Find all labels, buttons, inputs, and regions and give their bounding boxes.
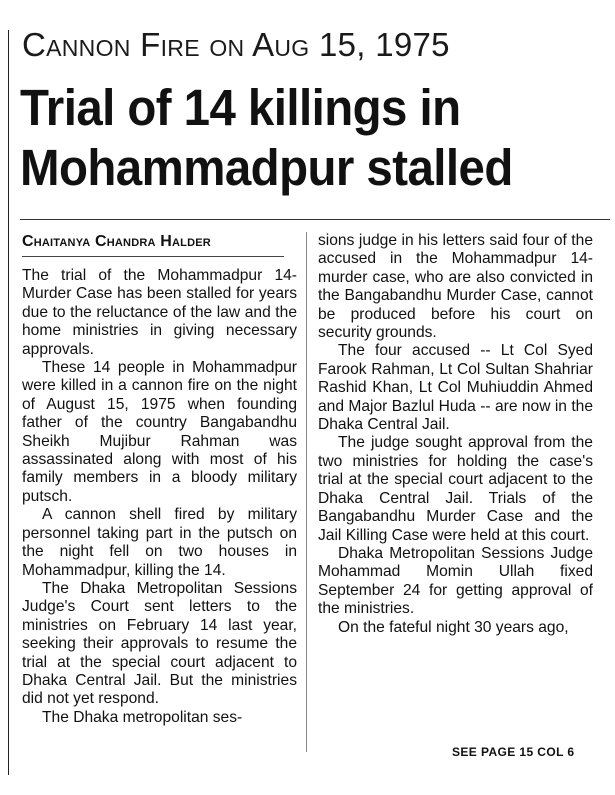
left-margin-rule — [8, 30, 9, 775]
paragraph: The Dhaka metropolitan ses- — [42, 708, 243, 726]
paragraph: sions judge in his letters said four of the accused in the Mohammadpur 14-murder case, who are also convicted in the Bangabandhu Murder Case, cannot be produced before his court on security grounds. — [318, 232, 593, 342]
paragraph: The trial of the Mohammadpur 14-Murder Case has been stalled for years due to the reluctance of the law and the home ministries in giving necessary approvals. — [22, 267, 297, 358]
column-divider — [306, 232, 307, 752]
headline-rule — [20, 219, 610, 220]
article-column-2 — [318, 232, 593, 637]
paragraph: Dhaka Metropolitan Sessions Judge Mohammad Momin Ullah fixed September 24 for getting approval of the ministries. — [318, 544, 593, 618]
paragraph: These 14 people in Mohammadpur were killed in a cannon fire on the night of August 15, 1975 when founding father of the country Bangabandhu Sheikh Mujibur Rahman was assassinated along with most of his family members in a bloody military putsch. — [22, 359, 297, 505]
continuation-note: SEE PAGE 15 COL 6 — [452, 745, 575, 759]
byline: Chaitanya Chandra Halder — [22, 233, 211, 250]
article-column-1 — [22, 232, 297, 727]
paragraph: The Dhaka Metropolitan Sessions Judge's Court sent letters to the ministries on February 14 last year, seeking their approvals to resume the trial at the special court adjacent to Dhaka Central Jail. But the ministries did not yet respond. — [22, 579, 297, 708]
paragraph: The judge sought approval from the two ministries for holding the case's trial at the special court adjacent to the Dhaka Central Jail. Trials of the Bangabandhu Murder Case and the Jail Killing Case were held at this court. — [318, 434, 593, 544]
headline: Trial of 14 killings in Mohammadpur stalled — [20, 79, 513, 196]
kicker: Cannon Fire on Aug 15, 1975 — [22, 26, 450, 63]
paragraph: On the fateful night 30 years ago, — [338, 618, 569, 636]
paragraph: A cannon shell fired by military personnel taking part in the putsch on the night fell on two houses in Mohammadpur, killing the 14. — [22, 506, 297, 579]
byline-rule — [22, 256, 284, 257]
paragraph: The four accused -- Lt Col Syed Farook Rahman, Lt Col Sultan Shahriar Rashid Khan, Lt Col Muhiuddin Ahmed and Major Bazlul Huda -- are now in the Dhaka Central Jail. — [318, 342, 593, 434]
